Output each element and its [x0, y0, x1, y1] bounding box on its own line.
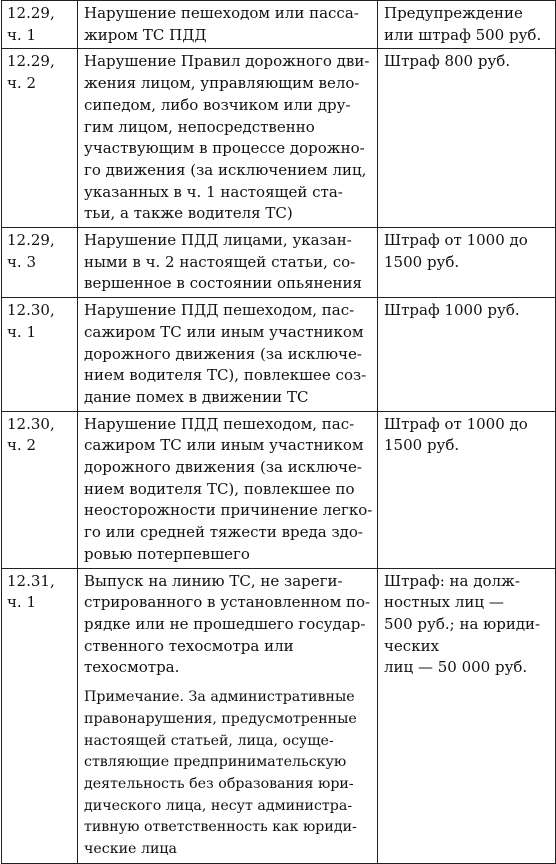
article-cell-line: 12.29,	[7, 52, 55, 71]
note-line: тивную ответственность как юриди-	[84, 819, 357, 836]
violation-cell-line: техосмотра.	[84, 658, 180, 677]
table-row	[2, 411, 556, 568]
article-cell-line: ч. 1	[7, 25, 36, 44]
penalty-cell-line: ностных лиц —	[384, 593, 504, 612]
violation-cell-line: сажиром ТС или иным участником	[84, 322, 364, 341]
note-line: ствляющие предпринимательскую	[84, 754, 347, 771]
violation-cell	[78, 411, 378, 568]
violation-cell-line: жения лицом, управляющим вело-	[84, 74, 360, 93]
article-cell-line: ч. 1	[7, 593, 36, 612]
penalty-cell	[378, 1, 556, 49]
violation-cell-line: Нарушение Правил дорожного дви-	[84, 52, 370, 71]
violation-cell-line: сажиром ТС или иным участником	[84, 436, 364, 455]
table-body	[2, 1, 556, 864]
violation-cell-line: рядке или не прошедшего государ-	[84, 614, 366, 633]
penalty-cell-line: Штраф 1000 руб.	[384, 301, 520, 320]
note-line: дического лица, несут администра-	[84, 797, 353, 814]
penalty-cell	[378, 411, 556, 568]
violation-cell-line: стрированного в установленном по-	[84, 593, 371, 612]
article-cell	[2, 298, 78, 412]
note-line: настоящей статьей, лица, осуще-	[84, 732, 334, 749]
violation-cell-line: го или средней тяжести вреда здо-	[84, 523, 363, 542]
violation-cell	[78, 49, 378, 228]
violation-cell-line: ственного техосмотра или	[84, 636, 294, 655]
table-row	[2, 49, 556, 228]
note-paragraph	[84, 687, 373, 861]
table-row	[2, 1, 556, 49]
violation-cell-line: указанных в ч. 1 настоящей ста-	[84, 182, 343, 201]
table-row	[2, 228, 556, 298]
violation-cell-line: нием водителя ТС), повлекшее по	[84, 479, 355, 498]
article-cell	[2, 568, 78, 863]
note-line: правонарушения, предусмотренные	[84, 710, 357, 727]
violation-cell	[78, 228, 378, 298]
penalty-cell-line: 500 руб.; на юриди-	[384, 614, 541, 633]
violation-cell-line: жиром ТС ПДД	[84, 25, 207, 44]
violation-cell-line: участвующим в процессе дорожно-	[84, 139, 365, 158]
article-cell-line: ч. 2	[7, 436, 36, 455]
penalties-table	[1, 0, 556, 864]
article-cell-line: 12.29,	[7, 231, 55, 250]
violation-cell-line: гим лицом, непосредственно	[84, 117, 315, 136]
penalty-cell-line: или штраф 500 руб.	[384, 25, 542, 44]
violation-cell-line: неосторожности причинение легко-	[84, 501, 373, 520]
penalty-cell-line: 1500 руб.	[384, 436, 460, 455]
violation-cell-line: сипедом, либо возчиком или дру-	[84, 95, 351, 114]
violation-cell-line: го движения (за исключением лиц,	[84, 160, 367, 179]
article-cell	[2, 49, 78, 228]
table-row	[2, 568, 556, 863]
violation-cell-line: Нарушение ПДД пешеходом, пас-	[84, 414, 355, 433]
article-cell-line: 12.30,	[7, 301, 55, 320]
article-cell	[2, 1, 78, 49]
note-line: ческие лица	[84, 841, 178, 858]
violation-cell	[78, 568, 378, 863]
table-row	[2, 298, 556, 412]
note-line: деятельность без образования юри-	[84, 775, 354, 792]
penalty-cell	[378, 228, 556, 298]
penalty-cell-line: лиц — 50 000 руб.	[384, 658, 528, 677]
violation-cell-line: ровью потерпевшего	[84, 544, 250, 563]
penalty-cell	[378, 298, 556, 412]
article-cell-line: 12.31,	[7, 571, 55, 590]
note-line: Примечание. За административные	[84, 689, 355, 706]
violation-cell-line: вершенное в состоянии опьянения	[84, 274, 363, 293]
penalty-cell-line: Штраф 800 руб.	[384, 52, 511, 71]
penalty-cell-line: Штраф: на долж-	[384, 571, 520, 590]
article-cell	[2, 228, 78, 298]
violation-cell-line: Выпуск на линию ТС, не зареги-	[84, 571, 343, 590]
penalty-cell	[378, 49, 556, 228]
violation-cell-line: Нарушение пешеходом или пасса-	[84, 4, 359, 22]
violation-cell-line: дорожного движения (за исключе-	[84, 344, 362, 363]
article-cell-line: ч. 1	[7, 322, 36, 341]
violation-cell-line: тьи, а также водителя ТС)	[84, 204, 293, 223]
violation-cell-line: Нарушение ПДД пешеходом, пас-	[84, 301, 355, 320]
violation-cell	[78, 1, 378, 49]
penalty-cell-line: 1500 руб.	[384, 252, 460, 271]
violation-cell-line: ными в ч. 2 настоящей статьи, со-	[84, 252, 356, 271]
article-cell-line: 12.30,	[7, 414, 55, 433]
penalty-cell-line: Предупреждение	[384, 4, 523, 22]
violation-cell-line: дорожного движения (за исключе-	[84, 458, 362, 477]
article-cell-line: 12.29,	[7, 4, 55, 22]
article-cell-line: ч. 3	[7, 252, 36, 271]
penalty-cell-line: Штраф от 1000 до	[384, 414, 528, 433]
violation-cell-line: Нарушение ПДД лицами, указан-	[84, 231, 352, 250]
article-cell-line: ч. 2	[7, 74, 36, 93]
article-cell	[2, 411, 78, 568]
violation-cell-line: дание помех в движении ТС	[84, 387, 309, 406]
violation-cell-line: нием водителя ТС), повлекшее соз-	[84, 366, 367, 385]
penalty-cell-line: Штраф от 1000 до	[384, 231, 528, 250]
violation-cell	[78, 298, 378, 412]
penalty-cell	[378, 568, 556, 863]
penalty-cell-line: ческих	[384, 636, 440, 655]
